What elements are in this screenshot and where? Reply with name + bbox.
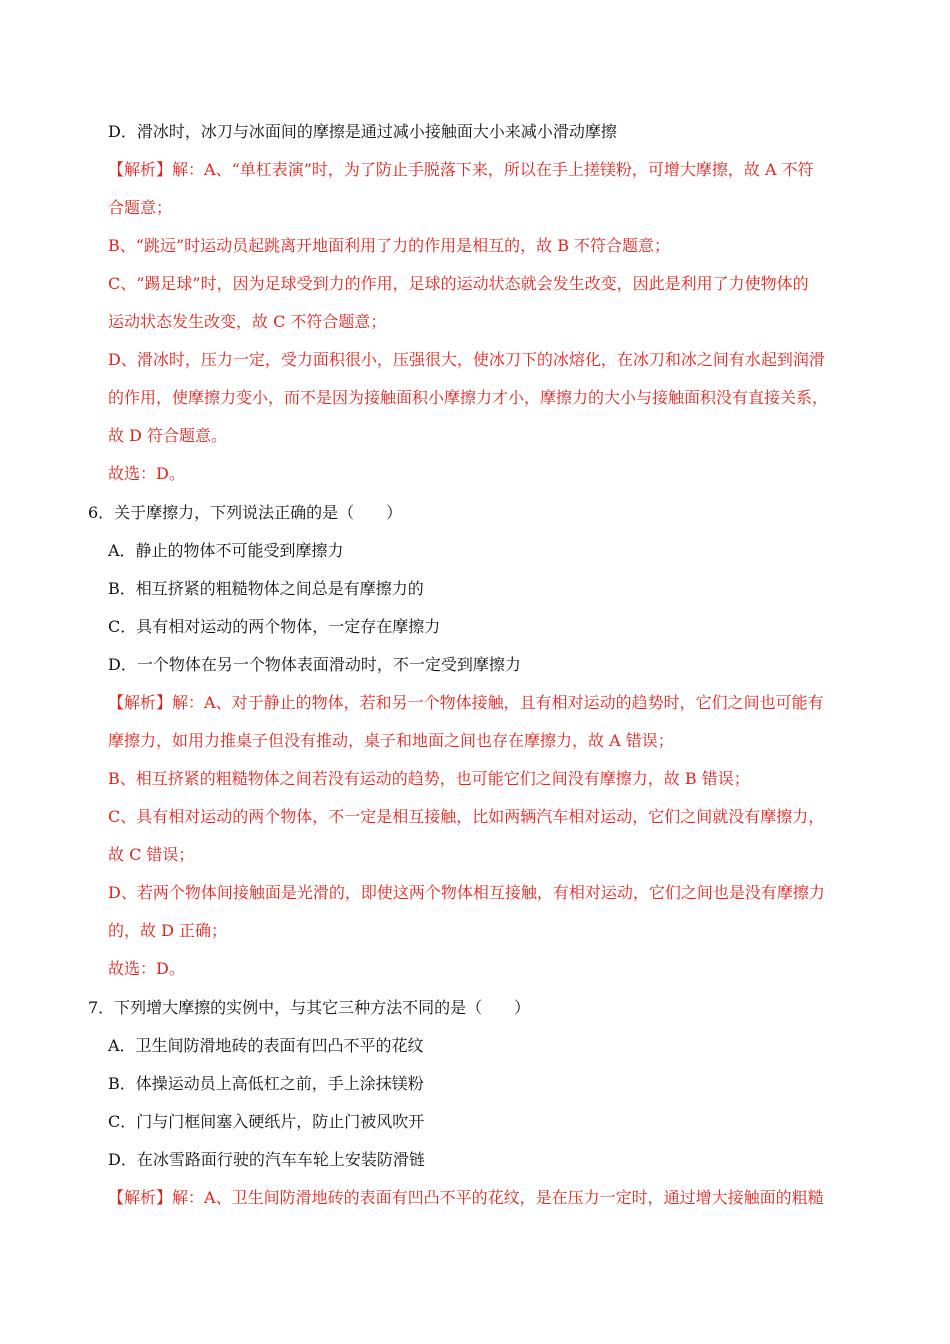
q5-analysis-line-8: 故 D 符合题意。	[108, 426, 228, 445]
q5-option-d: D．滑冰时，冰刀与冰面间的摩擦是通过减小接触面大小来减小滑动摩擦	[108, 122, 617, 141]
q6-answer: 故选：D。	[108, 959, 185, 978]
q6-analysis-line-4: C、具有相对运动的两个物体，不一定是相互接触，比如两辆汽车相对运动，它们之间就没有摩擦力，	[108, 807, 825, 826]
q5-analysis-line-6: D、滑冰时，压力一定，受力面积很小，压强很大，使冰刀下的冰熔化，在冰刀和冰之间有水起到润滑	[108, 350, 825, 369]
q6-analysis-line-3: B、相互挤紧的粗糙物体之间若没有运动的趋势，也可能它们之间没有摩擦力，故 B 错误；	[108, 769, 750, 788]
q5-analysis-line-2: 合题意；	[108, 198, 173, 217]
q5-analysis-line-3: B、“跳远”时运动员起跳离开地面利用了力的作用是相互的，故 B 不符合题意；	[108, 236, 671, 255]
q6-option-d: D．一个物体在另一个物体表面滑动时，不一定受到摩擦力	[108, 655, 521, 674]
q7-option-b: B．体操运动员上高低杠之前，手上涂抹镁粉	[108, 1074, 424, 1093]
q7-analysis-line-1	[108, 1188, 824, 1208]
q6-analysis-line-2: 摩擦力，如用力推桌子但没有推动，桌子和地面之间也存在摩擦力，故 A 错误；	[108, 731, 674, 750]
q7-option-c: C．门与门框间塞入硬纸片，防止门被风吹开	[108, 1112, 425, 1131]
q6-stem: 6．关于摩擦力，下列说法正确的是（ ）	[88, 503, 403, 522]
q7-stem: 7．下列增大摩擦的实例中，与其它三种方法不同的是（ ）	[88, 998, 531, 1017]
analysis-text: 解：A、“单杠表演”时，为了防止手脱落下来，所以在手上搓镁粉，可增大摩擦，故 A 不符	[172, 160, 814, 179]
q7-option-a: A．卫生间防滑地砖的表面有凹凸不平的花纹	[108, 1036, 424, 1055]
q6-analysis-line-7: 的，故 D 正确；	[108, 921, 228, 940]
q6-analysis-line-5: 故 C 错误；	[108, 845, 195, 864]
q5-analysis-line-7: 的作用，使摩擦力变小，而不是因为接触面积小摩擦力才小，摩擦力的大小与接触面积没有直接关系，	[108, 388, 829, 407]
q5-analysis-line-5: 运动状态发生改变，故 C 不符合题意；	[108, 312, 387, 331]
q6-option-b: B．相互挤紧的粗糙物体之间总是有摩擦力的	[108, 579, 424, 598]
q5-analysis-line-4: C、“踢足球”时，因为足球受到力的作用，足球的运动状态就会发生改变，因此是利用了力使物体的	[108, 274, 809, 293]
analysis-tag: 【解析】	[108, 693, 173, 712]
q6-analysis-line-1	[108, 693, 824, 713]
q6-option-a: A．静止的物体不可能受到摩擦力	[108, 541, 344, 560]
analysis-text: 解：A、对于静止的物体，若和另一个物体接触，且有相对运动的趋势时，它们之间也可能有	[172, 693, 824, 712]
analysis-tag: 【解析】	[108, 160, 173, 179]
q6-option-c: C．具有相对运动的两个物体，一定存在摩擦力	[108, 617, 441, 636]
q7-option-d: D．在冰雪路面行驶的汽车车轮上安装防滑链	[108, 1150, 425, 1169]
analysis-tag: 【解析】	[108, 1188, 173, 1207]
q6-analysis-line-6: D、若两个物体间接触面是光滑的，即使这两个物体相互接触，有相对运动，它们之间也是没有摩擦力	[108, 883, 825, 902]
q5-answer: 故选：D。	[108, 464, 185, 483]
q5-analysis-line-1	[108, 160, 814, 180]
analysis-text: 解：A、卫生间防滑地砖的表面有凹凸不平的花纹，是在压力一定时，通过增大接触面的粗糙	[172, 1188, 824, 1207]
